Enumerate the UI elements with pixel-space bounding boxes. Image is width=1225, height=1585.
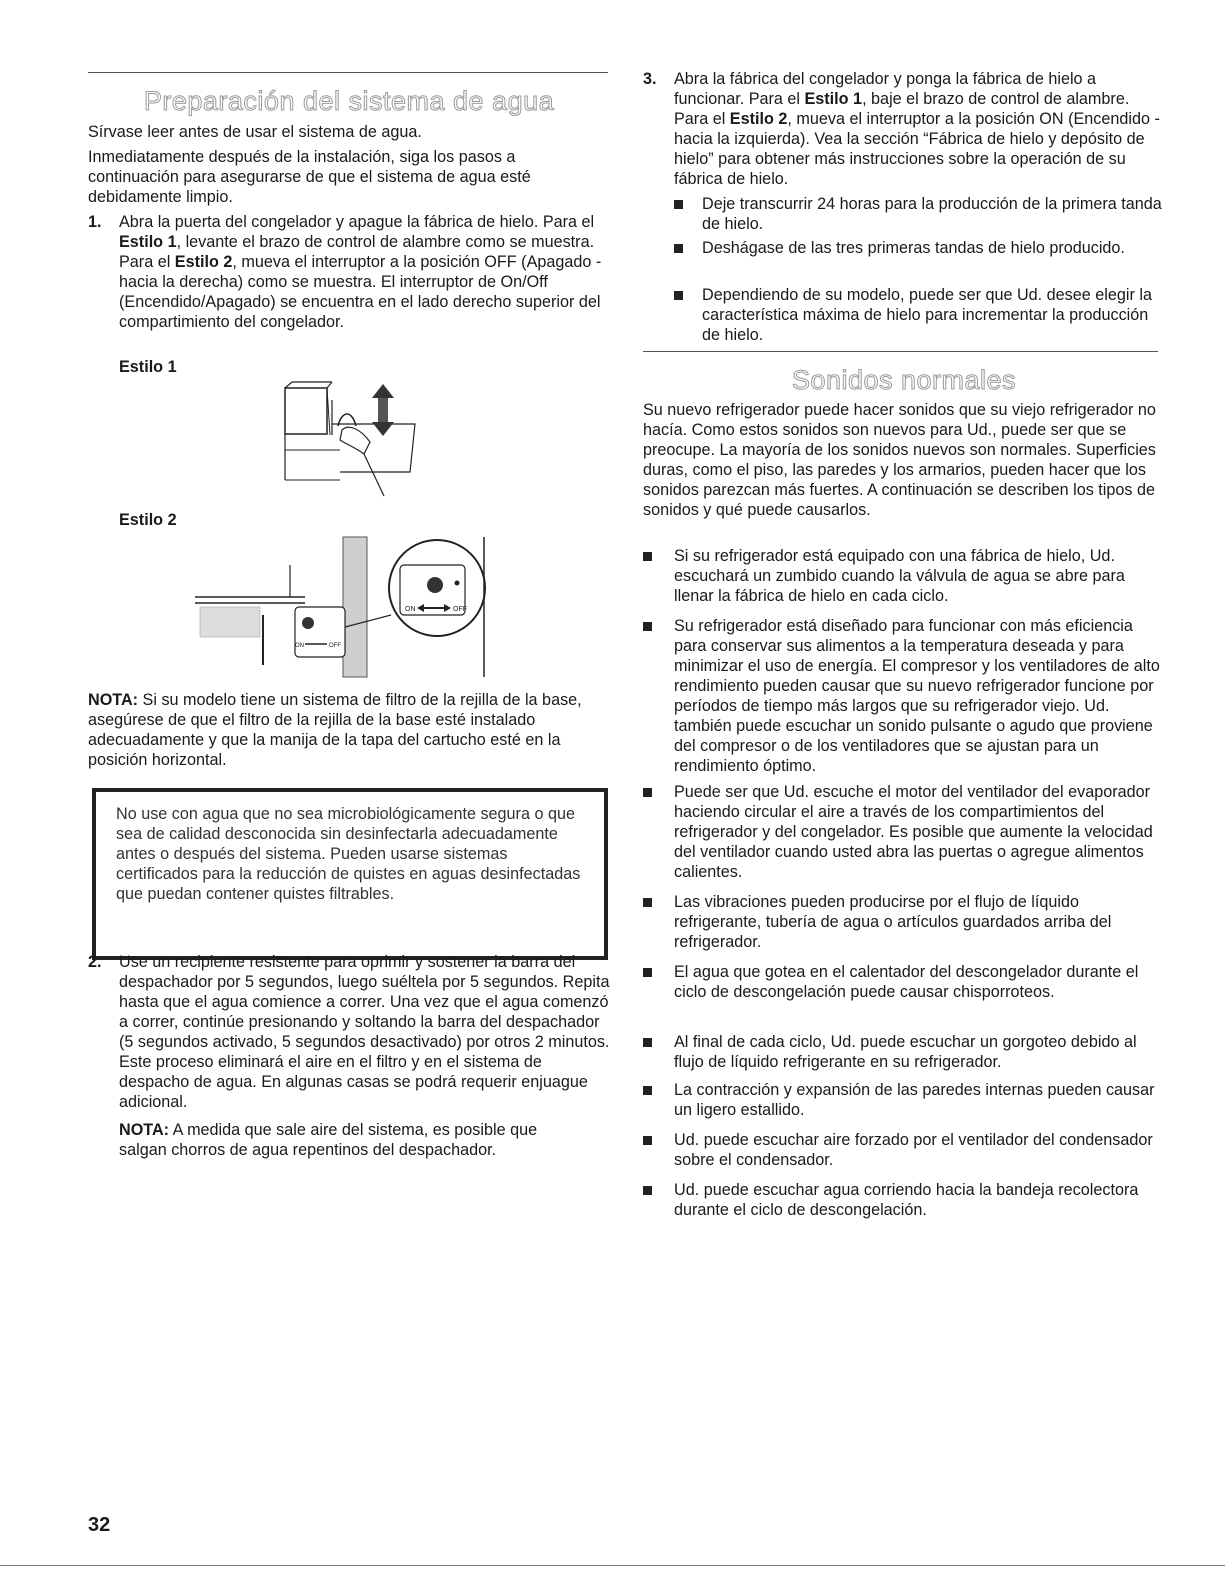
step-2 bbox=[88, 952, 610, 1160]
step-2-number: 2. bbox=[88, 953, 102, 971]
step-1-number: 1. bbox=[88, 213, 102, 231]
figure-2-off-label-small: OFF bbox=[329, 643, 341, 649]
bullet-icon bbox=[674, 244, 683, 253]
sound-bullet-5: El agua que gotea en el calentador del descongelador durante el ciclo de descongelación puede causar chisporroteos. bbox=[643, 962, 1165, 1002]
figure-2-off-label: OFF bbox=[453, 606, 467, 613]
top-rule-left bbox=[88, 72, 608, 73]
step-3-bullet-1: Deje transcurrir 24 horas para la producción de la primera tanda de hielo. bbox=[674, 194, 1165, 234]
sound-bullet-3: Puede ser que Ud. escuche el motor del ventilador del evaporador haciendo circular el aire a través de los compartimientos del refrigerador y del congelador. Es posible que aumente la velocidad del ventilador cuando usted abra las puertas o agregue alimentos calientes. bbox=[643, 782, 1165, 882]
sound-bullet-6: Al final de cada ciclo, Ud. puede escuchar un gorgoteo debido al flujo de líquido refrigerante en su refrigerador. bbox=[643, 1032, 1165, 1072]
step-3-bullet-2: Deshágase de las tres primeras tandas de hielo producido. bbox=[674, 238, 1165, 258]
step-3-bullet-3: Dependiendo de su modelo, puede ser que Ud. desee elegir la característica máxima de hielo para incrementar la producción de hielo. bbox=[674, 285, 1165, 345]
bullet-icon bbox=[643, 898, 652, 907]
bottom-rule bbox=[0, 1565, 1225, 1566]
bullet-icon bbox=[643, 968, 652, 977]
sound-bullet-7: La contracción y expansión de las paredes internas pueden causar un ligero estallido. bbox=[643, 1080, 1165, 1120]
step-3-number: 3. bbox=[643, 70, 657, 88]
figure-estilo-1-illustration bbox=[280, 380, 420, 500]
warning-box: No use con agua que no sea microbiológicamente segura o que sea de calidad desconocida sin desinfectarla adecuadamente antes o después del sistema. Pueden usarse sistemas certificados para la reducción de quistes en aguas desinfectadas que puedan contener quistes filtrables. bbox=[92, 788, 608, 960]
bullet-icon bbox=[643, 788, 652, 797]
step-2-nota: NOTA: A medida que sale aire del sistema, es posible que salgan chorros de agua repentinos del despachador. bbox=[119, 1121, 538, 1159]
normal-sounds-intro: Su nuevo refrigerador puede hacer sonidos que su viejo refrigerador no hacía. Como estos sonidos son nuevos para Ud., puede ser que se preocupe. La mayoría de los sonidos nuevos son normales. Superficies duras, como el piso, las paredes y los armarios, pueden hacer que los sonidos parezcan más fuertes. A continuación se describen los tipos de sonidos y qué puede causarlos. bbox=[643, 401, 1156, 519]
sound-bullet-8: Ud. puede escuchar aire forzado por el ventilador del condensador sobre el condensador. bbox=[643, 1130, 1165, 1170]
bullet-icon bbox=[643, 1186, 652, 1195]
sound-bullet-9: Ud. puede escuchar agua corriendo hacia la bandeja recolectora durante el ciclo de descongelación. bbox=[643, 1180, 1165, 1220]
rule-normal-sounds bbox=[643, 351, 1158, 352]
figure-2-on-label-small: ON bbox=[295, 643, 304, 649]
intro-read-before: Sírvase leer antes de usar el sistema de agua. bbox=[88, 123, 422, 141]
step-3 bbox=[643, 69, 1165, 189]
bullet-icon bbox=[643, 1136, 652, 1145]
page-number: 32 bbox=[88, 1514, 111, 1536]
figure-1-label: Estilo 1 bbox=[119, 358, 177, 376]
step-2-text: Use un recipiente resistente para oprimir y sostener la barra del despachador por 5 segundos, luego suéltela por 5 segundos. Repita hasta que el agua comience a correr. Una vez que el agua comenzó a correr, continúe presionando y soltando la barra del despachador (5 segundos activado, 5 segundos desactivado) por otros 2 minutos. Este proceso eliminará el aire en el filtro y en el sistema de despacho de agua. En algunas casas se podrá requerir enjuague adicional. bbox=[119, 953, 610, 1111]
intro-immediately: Inmediatamente después de la instalación, siga los pasos a continuación para asegurarse de que el sistema de agua esté debidamente limpio. bbox=[88, 148, 531, 206]
bullet-icon bbox=[674, 291, 683, 300]
bullet-icon bbox=[643, 622, 652, 631]
bullet-icon bbox=[643, 552, 652, 561]
nota-grille-filter: NOTA: Si su modelo tiene un sistema de filtro de la rejilla de la base, asegúrese de que el filtro de la rejilla de la base esté instalado adecuadamente y que la manija de la tapa del cartucho esté en la posición horizontal. bbox=[88, 691, 582, 769]
bullet-icon bbox=[674, 200, 683, 209]
figure-estilo-2-illustration bbox=[195, 535, 490, 680]
sound-bullet-2: Su refrigerador está diseñado para funcionar con más eficiencia para conservar sus alimentos a la temperatura deseada y para minimizar el uso de energía. El compresor y los ventiladores de alto rendimiento pueden causar que su nuevo refrigerador funcione por períodos de tiempo más largos que su refrigerador viejo. Ud. también puede escuchar un sonido pulsante o agudo que proviene del compresor o de los ventiladores que se ajustan para un rendimiento óptimo. bbox=[643, 616, 1165, 776]
step-1-text: Abra la puerta del congelador y apague la fábrica de hielo. Para el Estilo 1, levante el brazo de control de alambre como se muestra. Para el Estilo 2, mueva el interruptor a la posición OFF (Apagado - hacia la derecha) como se muestra. El interruptor de On/Off (Encendido/Apagado) se encuentra en el lado derecho superior del compartimiento del congelador. bbox=[119, 213, 602, 331]
section-title-water-system: Preparación del sistema de agua bbox=[143, 86, 555, 116]
sound-bullet-1: Si su refrigerador está equipado con una fábrica de hielo, Ud. escuchará un zumbido cuando la válvula de agua se abre para llenar la fábrica de hielo en cada ciclo. bbox=[643, 546, 1165, 606]
bullet-icon bbox=[643, 1086, 652, 1095]
section-title-normal-sounds: Sonidos normales bbox=[791, 365, 1017, 395]
sound-bullet-4: Las vibraciones pueden producirse por el flujo de líquido refrigerante, tubería de agua o artículos guardados arriba del refrigerador. bbox=[643, 892, 1165, 952]
step-3-text: Abra la fábrica del congelador y ponga la fábrica de hielo a funcionar. Para el Estilo 1, baje el brazo de control de alambre. Para el Estilo 2, mueva el interruptor a la posición ON (Encendido - hacia la izquierda). Vea la sección “Fábrica de hielo y depósito de hielo” para obtener más instrucciones sobre la operación de su fábrica de hielo. bbox=[674, 70, 1160, 188]
figure-2-on-label: ON bbox=[405, 606, 416, 613]
figure-2-label: Estilo 2 bbox=[119, 511, 177, 529]
step-1 bbox=[88, 212, 610, 332]
bullet-icon bbox=[643, 1038, 652, 1047]
